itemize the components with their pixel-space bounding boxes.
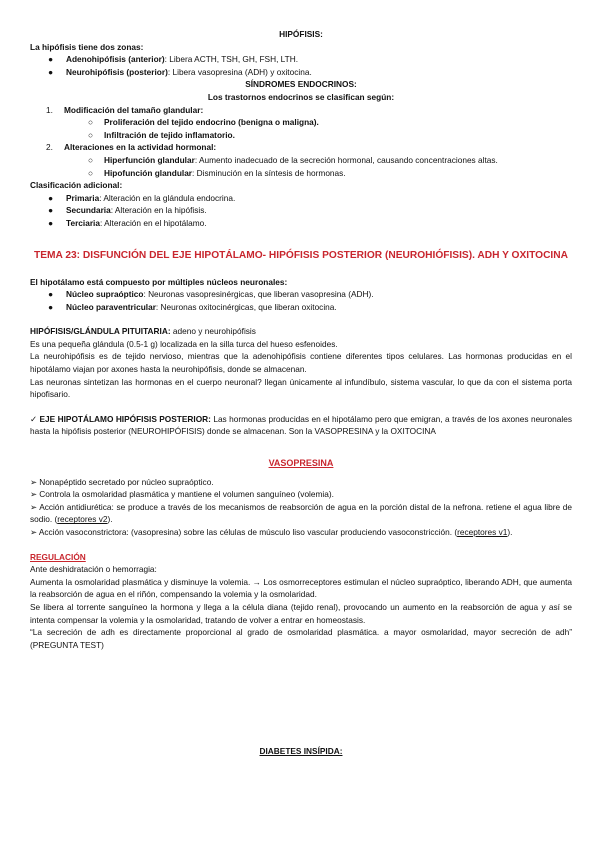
arrow-icon: ➢ (30, 527, 37, 537)
list-item (30, 192, 572, 205)
hipofisis-intro: La hipófisis tiene dos zonas: (30, 41, 144, 52)
zone-text: : Libera ACTH, TSH, GH, FSH, LTH. (164, 54, 299, 65)
regulacion-line: Ante deshidratación o hemorragia: (30, 564, 157, 575)
list-number: 2. (46, 142, 53, 153)
spacer (30, 401, 572, 413)
spacer (30, 651, 572, 745)
zone-text: : Libera vasopresina (ADH) y oxitocina. (167, 66, 312, 77)
vasopresina-title: VASOPRESINA (268, 458, 334, 469)
hipofisis-title: HIPÓFISIS: (279, 29, 323, 39)
list-item (30, 129, 572, 142)
circle-bullet-icon: ○ (88, 167, 94, 178)
list-item (30, 116, 572, 129)
zone-label: Neurohipófisis (posterior) (66, 66, 168, 77)
nucleo-label: Núcleo supraóptico (66, 289, 144, 300)
vaso-item (30, 488, 572, 501)
list-item (30, 141, 572, 154)
spacer (30, 438, 572, 457)
vaso-item-text: Acción antidiurética: se produce a través de los mecanismos de reabsorción de agua en la porción distal de la nefrona. retiene el agua libre de sodio. ( (30, 501, 572, 525)
glandula-line: Las neuronas sintetizan las hormonas en el cuerpo neuronal? llegan únicamente al infundíbulo, sistema vascular, lo que da con el sistema porta hipofisario. (30, 376, 572, 400)
glandula-heading-label: HIPÓFISIS/GLÁNDULA PITUITARIA: (30, 326, 171, 337)
bullet-icon: ● (48, 217, 54, 228)
extra-text: : Alteración en el hipotálamo. (99, 217, 207, 228)
vaso-item (30, 476, 572, 489)
group-item-label: Hipofunción glandular (104, 167, 193, 178)
list-number: 1. (46, 104, 53, 115)
regulacion-line: Se libera al torrente sanguíneo la hormona y llega a la célula diana (tejido renal), provocando un aumento en la reabsorción de agua y así se intenta compensar la volemia y la osmolaridad, tratando de volver a entrar en homeostasis. (30, 601, 572, 625)
spacer (30, 539, 572, 551)
circle-bullet-icon: ○ (88, 117, 94, 128)
regulacion-line: Aumenta la osmolaridad plasmática y disminuye la volemia. → Los osmorreceptores estimulan el núcleo supraóptico, liberando ADH, que aumenta la reabsorción de agua en el riñón, compensando la volemia y la osmolaridad. (30, 576, 572, 600)
tema-title: TEMA 23: DISFUNCIÓN DEL EJE HIPOTÁLAMO- HIPÓFISIS POSTERIOR (NEUROHIÓFISIS). ADH Y OXITOCINA (34, 249, 568, 261)
vaso-item-text: Nonapéptido secretado por núcleo supraóptico. (39, 476, 214, 487)
spacer (30, 313, 572, 325)
list-item (30, 217, 572, 230)
glandula-line: Es una pequeña glándula (0.5-1 g) localizada en la silla turca del hueso esfenoides. (30, 338, 338, 349)
list-item (30, 66, 572, 79)
bullet-icon: ● (48, 301, 54, 312)
list-item (30, 288, 572, 301)
circle-bullet-icon: ○ (88, 154, 94, 165)
tema-intro: El hipotálamo está compuesto por múltiples núcleos neuronales: (30, 276, 288, 287)
extra-label: Primaria (66, 192, 100, 203)
list-item (30, 154, 572, 167)
eje-label: EJE HIPOTÁLAMO HIPÓFISIS POSTERIOR: (39, 413, 211, 424)
group-label: Alteraciones en la actividad hormonal: (64, 142, 217, 153)
group-item: Proliferación del tejido endocrino (benigna o maligna). (104, 117, 319, 128)
hipofisis-zone-list (30, 53, 572, 78)
circle-bullet-icon: ○ (88, 129, 94, 140)
check-icon: ✓ (30, 413, 38, 424)
glandula-heading-tail: adeno y neurohipófisis (170, 326, 256, 337)
bullet-icon: ● (48, 289, 54, 300)
vaso-item (30, 501, 572, 526)
list-item (30, 301, 572, 314)
diabetes-title: DIABETES INSÍPIDA: (259, 746, 343, 757)
group-item-label: Hiperfunción glandular (104, 154, 195, 165)
vaso-item-tail: ). (107, 514, 113, 525)
sindromes-subtitle: Los trastornos endocrinos se clasifican según: (207, 91, 395, 102)
list-item (30, 167, 572, 180)
glandula-heading (30, 325, 572, 338)
group-label: Modificación del tamaño glandular: (64, 104, 204, 115)
group-item: Infiltración de tejido inflamatorio. (104, 129, 235, 140)
bullet-icon: ● (48, 205, 54, 216)
receptor-link: receptores v2 (57, 514, 108, 525)
vaso-item-text: Controla la osmolaridad plasmática y mantiene el volumen sanguíneo (volemia). (39, 489, 334, 500)
vaso-item (30, 526, 572, 539)
bullet-icon: ● (48, 66, 54, 77)
bullet-icon: ● (48, 192, 54, 203)
arrow-icon: ➢ (30, 476, 37, 487)
vaso-item-tail: ). (507, 527, 513, 537)
list-item (30, 53, 572, 66)
arrow-icon: ➢ (30, 489, 37, 500)
extra-title: Clasificación adicional: (30, 180, 123, 191)
document-page (30, 28, 572, 758)
receptor-link: receptores v1 (457, 527, 508, 537)
eje-paragraph (30, 413, 572, 438)
vaso-item-text: Acción vasoconstrictora: (vasopresina) sobre las células de músculo liso vascular produciendo vasoconstricción. ( (38, 527, 458, 537)
extra-label: Secundaria (66, 205, 111, 216)
bullet-icon: ● (48, 54, 54, 65)
nucleo-text: : Neuronas vasopresinérgicas, que liberan vasopresina (ADH). (143, 289, 374, 300)
nucleo-text: : Neuronas oxitocinérgicas, que liberan oxitocina. (155, 301, 337, 312)
regulacion-line: “La secreción de adh es directamente proporcional al grado de osmolaridad plasmática. a mayor osmolaridad, mayor secreción de adh” (PREGUNTA TEST) (30, 627, 572, 650)
list-item (30, 104, 572, 117)
group-item-text: : Disminución en la síntesis de hormonas. (192, 167, 346, 178)
extra-label: Terciaria (66, 217, 100, 228)
list-item (30, 204, 572, 217)
group-item-text: : Aumento inadecuado de la secreción hormonal, causando concentraciones altas. (194, 154, 498, 165)
glandula-line: La neurohipófisis es de tejido nervioso, mientras que la adenohipófisis contiene diferentes tipos celulares. Las hormonas producidas en el hipotálamo viajan por axones hasta la neurohipófisis, donde se almacenan. (30, 351, 572, 375)
extra-text: : Alteración en la hipófisis. (110, 205, 207, 216)
zone-label: Adenohipófisis (anterior) (66, 54, 165, 65)
arrow-icon: ➢ (30, 501, 37, 512)
regulacion-title: REGULACIÓN (30, 551, 86, 562)
sindromes-title: SÍNDROMES ENDOCRINOS: (245, 79, 357, 90)
nucleo-label: Núcleo paraventricular (66, 301, 156, 312)
extra-text: : Alteración en la glándula endocrina. (99, 192, 236, 203)
eje-text: Las hormonas producidas en el hipotálamo pero que emigran, a través de los axones neuronales hasta la hipófisis posterior (NEUROHIPÓFISIS) donde se almacenan. Son la VASOPRESINA y la OXITOCINA (30, 413, 573, 437)
